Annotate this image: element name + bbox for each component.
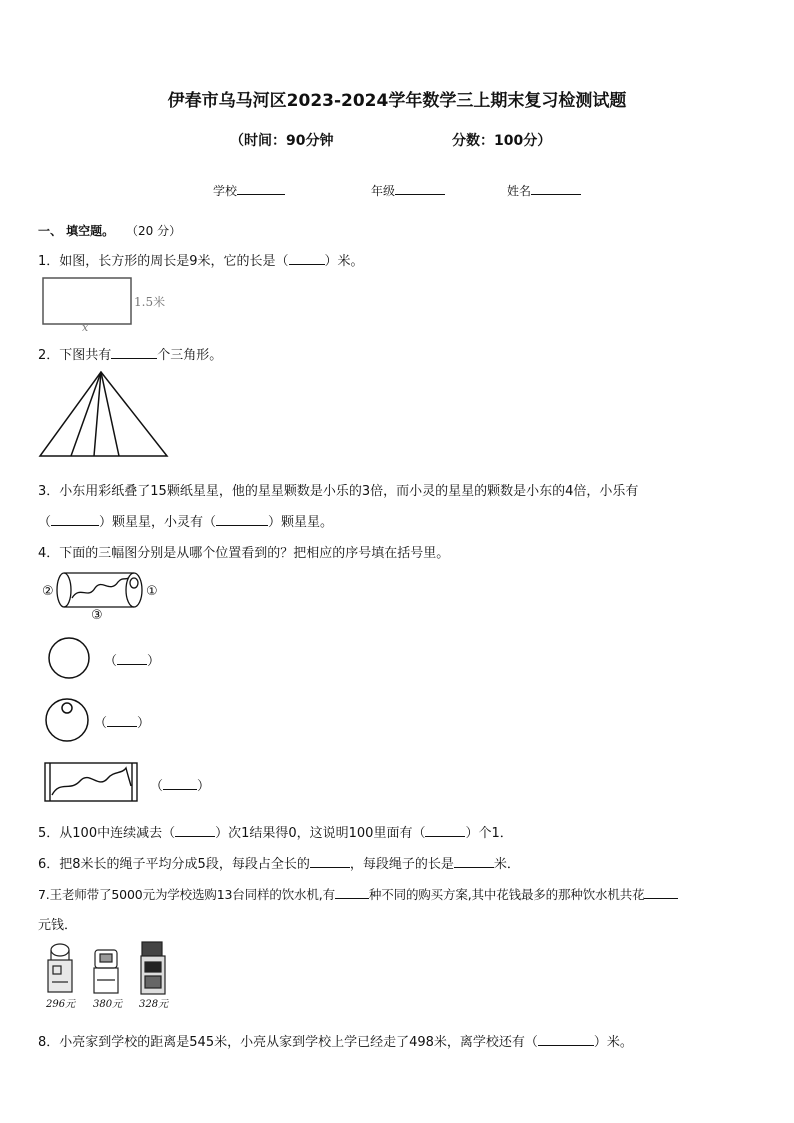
q6-text-mid: ，每段绳子的长是 <box>349 857 454 872</box>
q7-text: 7.王老师带了5000元为学校选购13台同样的饮水机,有 <box>38 887 335 902</box>
q4-pos-bottom: ③ <box>91 608 103 623</box>
exam-time: （时间：90分钟 <box>230 133 334 149</box>
q4-a1-close: ） <box>147 654 161 669</box>
q4-a3-close: ） <box>197 779 211 794</box>
section-label: 一、 填空题。 <box>38 224 115 238</box>
question-3-line-1: 3．小东用彩纸叠了15颗纸星星，他的星星颗数是小乐的3倍，而小灵的星星的颗数是小东的4倍，小乐有 <box>38 484 639 499</box>
q4-pos-right: ① <box>146 584 158 599</box>
q4-pos-left: ② <box>42 584 54 599</box>
exam-score: 分数：100分） <box>452 133 552 149</box>
grade-label: 年级 <box>371 184 396 198</box>
section-points: （20 分） <box>126 224 182 238</box>
q6-text: 6．把8米长的绳子平均分成5段，每段占全长的 <box>38 857 310 872</box>
q5-text: 5．从100中连续减去（ <box>38 826 176 841</box>
q2-text-end: 个三角形。 <box>157 348 223 363</box>
q2-text: 2．下图共有 <box>38 348 112 363</box>
q5-text-mid: ）次1结果得0，这说明100里面有（ <box>215 826 426 841</box>
page-title: 伊春市乌马河区2023-2024学年数学三上期末复习检测试题 <box>167 91 627 111</box>
q7-price-3: 328元 <box>139 999 169 1010</box>
q4-a1-open: （ <box>104 654 118 669</box>
school-label: 学校 <box>213 184 238 198</box>
q8-text: 8．小亮家到学校的距离是545米，小亮从家到学校上学已经走了498米，离学校还有（ <box>38 1035 538 1050</box>
q4-a2-open: （ <box>94 716 108 731</box>
q1-text-end: ）米。 <box>324 254 364 269</box>
q3-text-mid: ）颗星星，小灵有（ <box>99 515 217 530</box>
q3-text-end: ）颗星星。 <box>268 515 334 530</box>
q3-paren-open: （ <box>38 515 52 530</box>
question-8 <box>38 1031 633 1050</box>
q7-price-1: 296元 <box>46 999 76 1010</box>
q8-text-end: ）米。 <box>593 1035 633 1050</box>
q5-text-end: ）个1． <box>465 826 513 841</box>
water-dispenser-icon <box>94 950 118 993</box>
q4-a3-open: （ <box>150 779 164 794</box>
q4-a2-close: ） <box>137 716 151 731</box>
q7-text-mid: 种不同的购买方案,其中花钱最多的那种饮水机共花 <box>368 887 645 902</box>
q1-text: 1．如图，长方形的周长是9米，它的长是（ <box>38 254 289 269</box>
water-dispenser-icon <box>48 944 72 992</box>
question-7-line-2: 元钱． <box>38 918 78 933</box>
question-4: 4．下面的三幅图分别是从哪个位置看到的？把相应的序号填在括号里。 <box>38 546 450 561</box>
q6-text-end: 米． <box>493 857 520 872</box>
water-dispenser-icon <box>141 942 165 994</box>
name-label: 姓名 <box>507 184 532 198</box>
q1-x-label: x <box>82 321 89 334</box>
q7-price-2: 380元 <box>93 999 123 1010</box>
q1-width-label: 1.5米 <box>134 295 166 309</box>
q8-blank[interactable] <box>538 1033 594 1046</box>
